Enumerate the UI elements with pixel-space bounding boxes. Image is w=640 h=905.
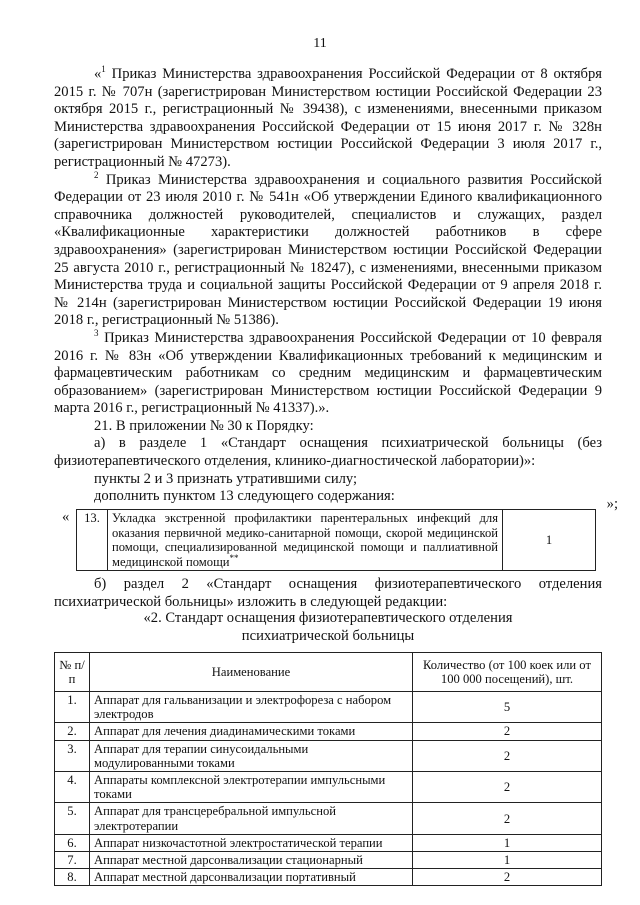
insert-open-quote: «: [62, 509, 70, 525]
table-row: [55, 852, 602, 869]
paragraph-b: б) раздел 2 «Стандарт оснащения физиотерапевтического отделения психиатрической больницы» изложить в следующей редакции:: [54, 576, 602, 610]
insert-name-text: Укладка экстренной профилактики парентеральных инфекций для оказания первичной медико-санитарной помощи, скорой медицинской помощи, специализированной медицинской помощи и паллиативной медицинской помощи: [112, 511, 498, 569]
row-qty: 2: [413, 723, 602, 740]
row-qty: 5: [413, 692, 602, 723]
row-qty: 2: [413, 772, 602, 803]
row-qty: 2: [413, 740, 602, 771]
table-row: [55, 740, 602, 771]
row-qty: 1: [413, 834, 602, 851]
row-name: Аппарат для гальванизации и электрофореза с набором электродов: [90, 692, 413, 723]
insert-name: [108, 510, 503, 571]
footnotes-block: [54, 66, 602, 506]
footnote-1-text: Приказ Министерства здравоохранения Российской Федерации от 8 октября 2015 г. № 707н (зарегистрирован Министерством юстиции Российской Федерации 23 октября 2015 г., регистрационный № 39438), с изменениями, внесенными приказом Министерства здравоохранения Российской Федерации от 15 июня 2017 г. № 328н (зарегистрирован Министерством юстиции Российской Федерации 3 июля 2017 г., регистрационный № 47273).: [54, 66, 602, 170]
table-header-row: [55, 653, 602, 692]
footnote-1: [54, 66, 602, 172]
footnote-1-mark: 1: [101, 64, 106, 75]
insert-qty: 1: [503, 510, 596, 571]
footnote-2-mark: 2: [94, 169, 99, 180]
row-name: Аппарат низкочастотной электростатической терапии: [90, 834, 413, 851]
table-row: [55, 723, 602, 740]
row-num: 5.: [55, 803, 90, 834]
row-name: Аппарат для лечения диадинамическими токами: [90, 723, 413, 740]
header-name: Наименование: [90, 653, 413, 692]
footnote-2-text: Приказ Министерства здравоохранения и социального развития Российской Федерации от 23 июля 2010 г. № 541н «Об утверждении Единого квалификационного справочника должностей руководителей, специалистов и служащих, раздел «Квалификационные характеристики должностей работников в сфере здравоохранения» (зарегистрирован Министерством юстиции Российской Федерации 25 августа 2010 г., регистрационный № 18247), с изменениями, внесенными приказом Министерства труда и социальной защиты Российской Федерации от 9 апреля 2018 г. № 214н (зарегистрирован Министерством юстиции Российской Федерации 19 июня 2018 г., регистрационный № 51386).: [54, 171, 602, 329]
row-name: Аппарат для терапии синусоидальными модулированными токами: [90, 740, 413, 771]
page-number: 11: [313, 36, 327, 51]
table-row: [55, 772, 602, 803]
paragraph-a: а) в разделе 1 «Стандарт оснащения психиатрической больницы (без физиотерапевтического отделения, клинико-диагностической лаборатории)»:: [54, 435, 602, 470]
table-row: [55, 692, 602, 723]
equipment-table: [54, 652, 602, 886]
footnote-2: [54, 169, 602, 330]
row-qty: 2: [413, 803, 602, 834]
paragraph-add: дополнить пунктом 13 следующего содержания:: [94, 488, 395, 505]
row-num: 7.: [55, 852, 90, 869]
paragraph-recognize: пункты 2 и 3 признать утратившими силу;: [94, 470, 358, 487]
row-num: 6.: [55, 834, 90, 851]
row-name: Аппарат местной дарсонвализации портативный: [90, 869, 413, 886]
insert-num: 13.: [77, 510, 108, 571]
table-row: [55, 803, 602, 834]
row-num: 1.: [55, 692, 90, 723]
paragraph-b-block: [54, 576, 602, 611]
section-title-line-2: психиатрической больницы: [241, 627, 415, 644]
row-name: Аппарат местной дарсонвализации стационарный: [90, 852, 413, 869]
header-num: № п/п: [55, 653, 90, 692]
row-name: Аппарат для трансцеребральной импульсной электротерапии: [90, 803, 413, 834]
row-num: 3.: [55, 740, 90, 771]
row-name: Аппараты комплексной электротерапии импульсными токами: [90, 772, 413, 803]
row-qty: 1: [413, 852, 602, 869]
open-quote: «: [94, 66, 102, 82]
insert-table: [76, 509, 596, 571]
paragraph-21: 21. В приложении № 30 к Порядку:: [94, 417, 314, 434]
row-qty: 2: [413, 869, 602, 886]
row-num: 4.: [55, 772, 90, 803]
row-num: 2.: [55, 723, 90, 740]
table-row: [55, 869, 602, 886]
header-qty: Количество (от 100 коек или от 100 000 посещений), шт.: [413, 653, 602, 692]
section-title-line-1: «2. Стандарт оснащения физиотерапевтического отделения: [143, 610, 513, 626]
section-title: [54, 610, 602, 645]
table-row: [55, 834, 602, 851]
footnote-3: [54, 330, 602, 418]
footnote-3-text: Приказ Министерства здравоохранения Российской Федерации от 10 февраля 2016 г. № 83н «Об утверждении Квалификационных требований к медицинским и фармацевтическим работникам со средним медицинским и фармацевтическим образованием» (зарегистрирован Министерством юстиции Российской Федерации 9 марта 2016 г., регистрационный № 41337).».: [54, 329, 602, 417]
table-row: [77, 510, 596, 571]
insert-close-quote: »;: [606, 496, 618, 512]
insert-name-mark: **: [229, 552, 239, 563]
row-num: 8.: [55, 869, 90, 886]
footnote-3-mark: 3: [94, 328, 99, 339]
